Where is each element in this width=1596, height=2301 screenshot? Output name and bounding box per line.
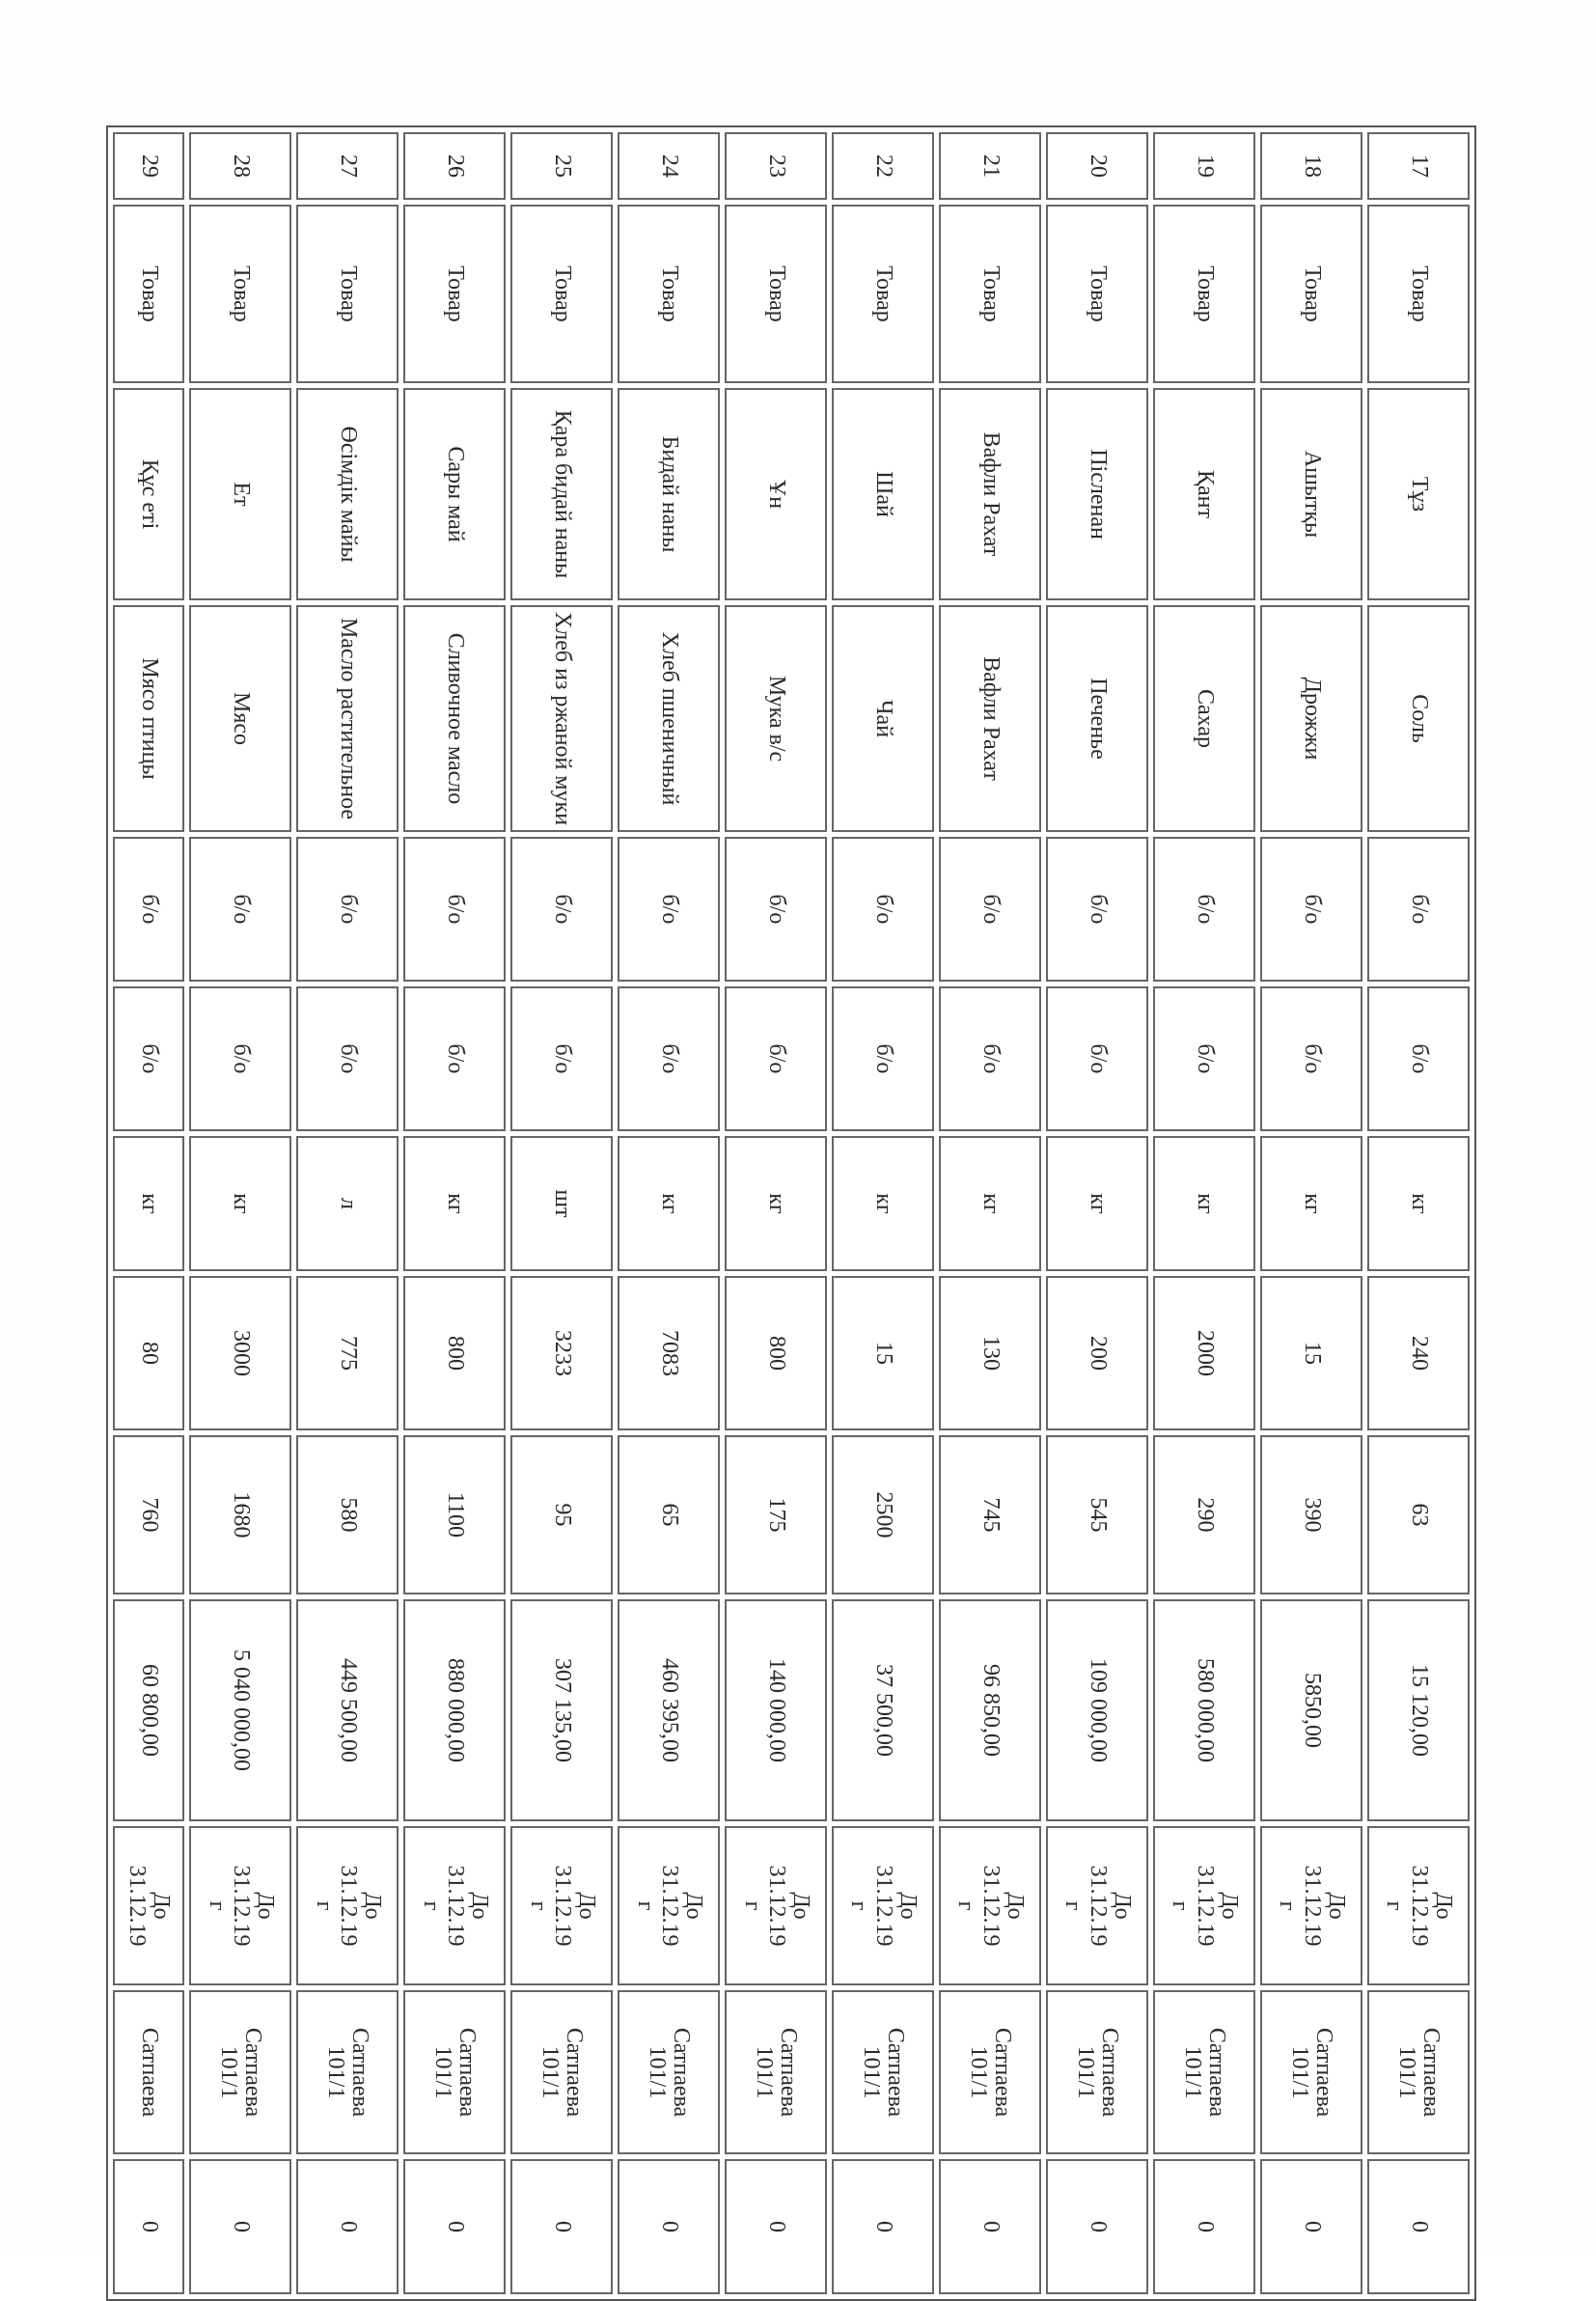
- delivery-address-line: Сатпаева: [669, 2027, 695, 2118]
- delivery-term-line: 31.12.19: [1406, 1865, 1432, 1947]
- item-type-cell: Товар: [113, 205, 184, 383]
- delivery-term-line: г: [1168, 1900, 1194, 1911]
- delivery-term-line: До: [1002, 1892, 1028, 1920]
- advance-percent-cell: 0: [296, 2159, 399, 2294]
- advance-percent-cell: 0: [403, 2159, 506, 2294]
- table-row: [725, 132, 827, 2294]
- name-kazakh-cell: Өсімдік майы: [296, 388, 399, 600]
- unit-cell: кг: [189, 1136, 291, 1271]
- delivery-term-line: До: [359, 1892, 385, 1920]
- name-russian-cell: Хлеб из ржаной муки: [510, 605, 613, 832]
- unit-cell: кг: [1153, 1136, 1255, 1271]
- spec-column-2-cell: б/о: [1367, 986, 1470, 1131]
- delivery-address-line: Сатпаева: [1204, 2027, 1230, 2118]
- delivery-term-line: До: [1430, 1892, 1456, 1920]
- spec-column-2-cell: б/о: [510, 986, 613, 1131]
- delivery-term-cell: [189, 1826, 291, 1985]
- delivery-term-line: До: [1323, 1892, 1349, 1920]
- delivery-term-cell: [832, 1826, 934, 1985]
- table-row: [189, 132, 291, 2294]
- name-kazakh-cell: Післенан: [1046, 388, 1148, 600]
- item-type-cell: Товар: [725, 205, 827, 383]
- table-row: [1367, 132, 1470, 2294]
- delivery-address-cell: [939, 1990, 1041, 2154]
- delivery-term-cell: [403, 1826, 506, 1985]
- spec-column-1-cell: б/о: [1260, 837, 1362, 982]
- quantity-cell: 2000: [1153, 1276, 1255, 1430]
- name-russian-cell: Чай: [832, 605, 934, 832]
- delivery-address-cell: [296, 1990, 399, 2154]
- sum-cell: 307 135,00: [510, 1599, 613, 1821]
- quantity-cell: 7083: [618, 1276, 720, 1430]
- quantity-cell: 3000: [189, 1276, 291, 1430]
- item-type-cell: Товар: [618, 205, 720, 383]
- delivery-address-line: Сатпаева: [990, 2027, 1016, 2118]
- advance-percent-cell: 0: [1367, 2159, 1470, 2294]
- spec-column-1-cell: б/о: [939, 837, 1041, 982]
- delivery-term-line: г: [1060, 1900, 1087, 1911]
- unit-cell: кг: [113, 1136, 184, 1271]
- advance-percent-cell: 0: [939, 2159, 1041, 2294]
- spec-column-1-cell: б/о: [403, 837, 506, 982]
- delivery-term-line: До: [573, 1892, 599, 1920]
- delivery-address-line: 101/1: [323, 2045, 349, 2099]
- name-kazakh-cell: Ұн: [725, 388, 827, 600]
- delivery-term-line: 31.12.19: [1085, 1865, 1111, 1947]
- spec-column-1-cell: б/о: [113, 837, 184, 982]
- table-row: [1153, 132, 1255, 2294]
- delivery-address-line: Сатпаева: [1418, 2027, 1445, 2118]
- advance-percent-cell: 0: [1260, 2159, 1362, 2294]
- item-type-cell: Товар: [939, 205, 1041, 383]
- sum-cell: 140 000,00: [725, 1599, 827, 1821]
- item-type-cell: Товар: [832, 205, 934, 383]
- row-number-cell: 28: [189, 132, 291, 200]
- item-type-cell: Товар: [296, 205, 399, 383]
- row-number-cell: 27: [296, 132, 399, 200]
- spec-column-1-cell: б/о: [189, 837, 291, 982]
- delivery-term-line: г: [418, 1900, 444, 1911]
- delivery-term-line: 31.12.19: [656, 1865, 682, 1947]
- name-kazakh-cell: Ет: [189, 388, 291, 600]
- spec-column-1-cell: б/о: [725, 837, 827, 982]
- delivery-address-line: Сатпаева: [454, 2027, 481, 2118]
- row-number-cell: 24: [618, 132, 720, 200]
- row-number-cell: 29: [113, 132, 184, 200]
- spec-column-2-cell: б/о: [1260, 986, 1362, 1131]
- price-cell: 65: [618, 1435, 720, 1594]
- name-kazakh-cell: Шай: [832, 388, 934, 600]
- name-kazakh-cell: Құс еті: [113, 388, 184, 600]
- table-row: [1046, 132, 1148, 2294]
- unit-cell: шт: [510, 1136, 613, 1271]
- delivery-term-line: До: [252, 1892, 278, 1920]
- name-russian-cell: Сахар: [1153, 605, 1255, 832]
- advance-percent-cell: 0: [1046, 2159, 1148, 2294]
- unit-cell: кг: [832, 1136, 934, 1271]
- delivery-address-cell: [1153, 1990, 1255, 2154]
- name-kazakh-cell: Қант: [1153, 388, 1255, 600]
- delivery-address-line: 101/1: [752, 2045, 778, 2099]
- name-russian-cell: Сливочное масло: [403, 605, 506, 832]
- quantity-cell: 775: [296, 1276, 399, 1430]
- delivery-address-line: 101/1: [216, 2045, 242, 2099]
- spec-column-2-cell: б/о: [1046, 986, 1148, 1131]
- spec-column-2-cell: б/о: [1153, 986, 1255, 1131]
- price-cell: 1100: [403, 1435, 506, 1594]
- delivery-term-cell: [618, 1826, 720, 1985]
- spec-column-1-cell: б/о: [1153, 837, 1255, 982]
- advance-percent-cell: 0: [510, 2159, 613, 2294]
- delivery-address-line: 101/1: [1287, 2045, 1313, 2099]
- name-kazakh-cell: Вафли Рахат: [939, 388, 1041, 600]
- price-cell: 580: [296, 1435, 399, 1594]
- delivery-term-cell: [296, 1826, 399, 1985]
- delivery-term-line: г: [311, 1900, 337, 1911]
- item-type-cell: Товар: [510, 205, 613, 383]
- table-row: [296, 132, 399, 2294]
- spec-column-2-cell: б/о: [189, 986, 291, 1131]
- spec-column-2-cell: б/о: [618, 986, 720, 1131]
- quantity-cell: 15: [832, 1276, 934, 1430]
- row-number-cell: 17: [1367, 132, 1470, 200]
- delivery-address-line: Сатпаева: [1097, 2027, 1123, 2118]
- delivery-address-cell: [725, 1990, 827, 2154]
- delivery-term-line: До: [1216, 1892, 1242, 1920]
- delivery-address-cell: [1046, 1990, 1148, 2154]
- item-type-cell: Товар: [403, 205, 506, 383]
- row-number-cell: 23: [725, 132, 827, 200]
- delivery-term-line: г: [525, 1900, 551, 1911]
- delivery-term-line: г: [1382, 1900, 1408, 1911]
- delivery-term-cell: [725, 1826, 827, 1985]
- sum-cell: 37 500,00: [832, 1599, 934, 1821]
- quantity-cell: 80: [113, 1276, 184, 1430]
- delivery-term-line: До: [787, 1892, 813, 1920]
- item-type-cell: Товар: [189, 205, 291, 383]
- table-row: [510, 132, 613, 2294]
- item-type-cell: Товар: [1367, 205, 1470, 383]
- sum-cell: 5850,00: [1260, 1599, 1362, 1821]
- delivery-address-line: Сатпаева: [562, 2027, 588, 2118]
- unit-cell: кг: [939, 1136, 1041, 1271]
- sum-cell: 580 000,00: [1153, 1599, 1255, 1821]
- delivery-term-line: г: [739, 1900, 765, 1911]
- spec-column-2-cell: б/о: [113, 986, 184, 1131]
- item-type-cell: Товар: [1153, 205, 1255, 383]
- quantity-cell: 130: [939, 1276, 1041, 1430]
- price-cell: 545: [1046, 1435, 1148, 1594]
- table-row: [939, 132, 1041, 2294]
- delivery-address-line: 101/1: [966, 2045, 992, 2099]
- quantity-cell: 3233: [510, 1276, 613, 1430]
- delivery-address-cell: [189, 1990, 291, 2154]
- price-cell: 2500: [832, 1435, 934, 1594]
- spec-column-1-cell: б/о: [618, 837, 720, 982]
- delivery-term-line: 31.12.19: [870, 1865, 896, 1947]
- name-russian-cell: Печенье: [1046, 605, 1148, 832]
- unit-cell: кг: [1260, 1136, 1362, 1271]
- delivery-term-cell: [1260, 1826, 1362, 1985]
- unit-cell: л: [296, 1136, 399, 1271]
- delivery-address-line: 101/1: [1394, 2045, 1420, 2099]
- delivery-address-line: Сатпаева: [240, 2027, 266, 2118]
- name-kazakh-cell: Бидай наны: [618, 388, 720, 600]
- unit-cell: кг: [403, 1136, 506, 1271]
- delivery-address-line: 101/1: [859, 2045, 885, 2099]
- quantity-cell: 15: [1260, 1276, 1362, 1430]
- delivery-address-line: 101/1: [1180, 2045, 1206, 2099]
- delivery-term-line: 31.12.19: [124, 1865, 151, 1947]
- delivery-term-line: 31.12.19: [1299, 1865, 1325, 1947]
- price-cell: 390: [1260, 1435, 1362, 1594]
- name-russian-cell: Соль: [1367, 605, 1470, 832]
- delivery-address-line: 101/1: [645, 2045, 671, 2099]
- delivery-term-line: До: [894, 1892, 921, 1920]
- advance-percent-cell: 0: [832, 2159, 934, 2294]
- row-number-cell: 20: [1046, 132, 1148, 200]
- delivery-term-cell: [939, 1826, 1041, 1985]
- name-russian-cell: Мясо: [189, 605, 291, 832]
- delivery-address-line: 101/1: [537, 2045, 564, 2099]
- name-russian-cell: Мука в/с: [725, 605, 827, 832]
- spec-column-2-cell: б/о: [939, 986, 1041, 1131]
- delivery-term-line: 31.12.19: [763, 1865, 789, 1947]
- name-russian-cell: Хлеб пшеничный: [618, 605, 720, 832]
- delivery-term-cell: [1153, 1826, 1255, 1985]
- spec-column-2-cell: б/о: [296, 986, 399, 1131]
- advance-percent-cell: 0: [725, 2159, 827, 2294]
- delivery-address-cell: [403, 1990, 506, 2154]
- spec-column-2-cell: б/о: [725, 986, 827, 1131]
- row-number-cell: 18: [1260, 132, 1362, 200]
- spec-column-1-cell: б/о: [1046, 837, 1148, 982]
- spec-column-1-cell: б/о: [832, 837, 934, 982]
- item-type-cell: Товар: [1046, 205, 1148, 383]
- advance-percent-cell: 0: [1153, 2159, 1255, 2294]
- sum-cell: 15 120,00: [1367, 1599, 1470, 1821]
- unit-cell: кг: [1046, 1136, 1148, 1271]
- row-number-cell: 19: [1153, 132, 1255, 200]
- delivery-address-cell: [510, 1990, 613, 2154]
- delivery-address-cell: [1260, 1990, 1362, 2154]
- row-number-cell: 21: [939, 132, 1041, 200]
- delivery-term-line: г: [632, 1900, 658, 1911]
- spec-column-1-cell: б/о: [510, 837, 613, 982]
- unit-cell: кг: [1367, 1136, 1470, 1271]
- delivery-term-line: 31.12.19: [228, 1865, 254, 1947]
- delivery-term-line: До: [149, 1892, 175, 1920]
- rotated-table-sheet: [106, 125, 1476, 2230]
- delivery-term-line: До: [680, 1892, 706, 1920]
- name-russian-cell: Дрожжи: [1260, 605, 1362, 832]
- delivery-address-line: Сатпаева: [883, 2027, 909, 2118]
- delivery-address-line: 101/1: [430, 2045, 456, 2099]
- delivery-address-line: Сатпаева: [1311, 2027, 1337, 2118]
- name-russian-cell: Вафли Рахат: [939, 605, 1041, 832]
- row-number-cell: 26: [403, 132, 506, 200]
- row-number-cell: 22: [832, 132, 934, 200]
- delivery-term-line: 31.12.19: [549, 1865, 575, 1947]
- delivery-term-line: 31.12.19: [335, 1865, 361, 1947]
- spec-column-2-cell: б/о: [403, 986, 506, 1131]
- quantity-cell: 800: [403, 1276, 506, 1430]
- delivery-address-line: Сатпаева: [776, 2027, 802, 2118]
- name-russian-cell: Масло растительное: [296, 605, 399, 832]
- sum-cell: 449 500,00: [296, 1599, 399, 1821]
- advance-percent-cell: 0: [618, 2159, 720, 2294]
- unit-cell: кг: [618, 1136, 720, 1271]
- sum-cell: 60 800,00: [113, 1599, 184, 1821]
- delivery-address-line: Сатпаева: [347, 2027, 373, 2118]
- advance-percent-cell: 0: [113, 2159, 184, 2294]
- delivery-term-line: г: [953, 1900, 979, 1911]
- table-row: [403, 132, 506, 2294]
- quantity-cell: 800: [725, 1276, 827, 1430]
- quantity-cell: 200: [1046, 1276, 1148, 1430]
- spec-column-2-cell: б/о: [832, 986, 934, 1131]
- price-cell: 175: [725, 1435, 827, 1594]
- table-row: [1260, 132, 1362, 2294]
- price-cell: 95: [510, 1435, 613, 1594]
- delivery-term-cell: [113, 1826, 184, 1985]
- table-row: [832, 132, 934, 2294]
- sum-cell: 96 850,00: [939, 1599, 1041, 1821]
- delivery-address-line: Сатпаева: [136, 2027, 162, 2118]
- price-cell: 290: [1153, 1435, 1255, 1594]
- sum-cell: 5 040 000,00: [189, 1599, 291, 1821]
- name-kazakh-cell: Ашытқы: [1260, 388, 1362, 600]
- price-cell: 760: [113, 1435, 184, 1594]
- delivery-term-line: До: [466, 1892, 492, 1920]
- name-kazakh-cell: Сары май: [403, 388, 506, 600]
- spec-column-1-cell: б/о: [1367, 837, 1470, 982]
- price-cell: 1680: [189, 1435, 291, 1594]
- delivery-address-cell: [832, 1990, 934, 2154]
- goods-table: [106, 125, 1476, 2301]
- unit-cell: кг: [725, 1136, 827, 1271]
- advance-percent-cell: 0: [189, 2159, 291, 2294]
- delivery-term-line: 31.12.19: [1192, 1865, 1218, 1947]
- delivery-term-line: 31.12.19: [977, 1865, 1004, 1947]
- spec-column-1-cell: б/о: [296, 837, 399, 982]
- row-number-cell: 25: [510, 132, 613, 200]
- delivery-address-cell: [113, 1990, 184, 2154]
- delivery-term-cell: [510, 1826, 613, 1985]
- table-row: [618, 132, 720, 2294]
- name-kazakh-cell: Қара бидай наны: [510, 388, 613, 600]
- price-cell: 63: [1367, 1435, 1470, 1594]
- sum-cell: 460 395,00: [618, 1599, 720, 1821]
- sum-cell: 880 000,00: [403, 1599, 506, 1821]
- delivery-term-line: г: [1275, 1900, 1301, 1911]
- delivery-term-cell: [1367, 1826, 1470, 1985]
- table-row: [113, 132, 184, 2294]
- sum-cell: 109 000,00: [1046, 1599, 1148, 1821]
- item-type-cell: Товар: [1260, 205, 1362, 383]
- delivery-term-line: г: [204, 1900, 230, 1911]
- delivery-term-line: г: [846, 1900, 872, 1911]
- delivery-address-cell: [1367, 1990, 1470, 2154]
- delivery-term-line: До: [1109, 1892, 1135, 1920]
- quantity-cell: 240: [1367, 1276, 1470, 1430]
- delivery-term-line: 31.12.19: [442, 1865, 468, 1947]
- delivery-address-line: 101/1: [1073, 2045, 1099, 2099]
- delivery-address-cell: [618, 1990, 720, 2154]
- name-russian-cell: Мясо птицы: [113, 605, 184, 832]
- delivery-term-cell: [1046, 1826, 1148, 1985]
- name-kazakh-cell: Тұз: [1367, 388, 1470, 600]
- price-cell: 745: [939, 1435, 1041, 1594]
